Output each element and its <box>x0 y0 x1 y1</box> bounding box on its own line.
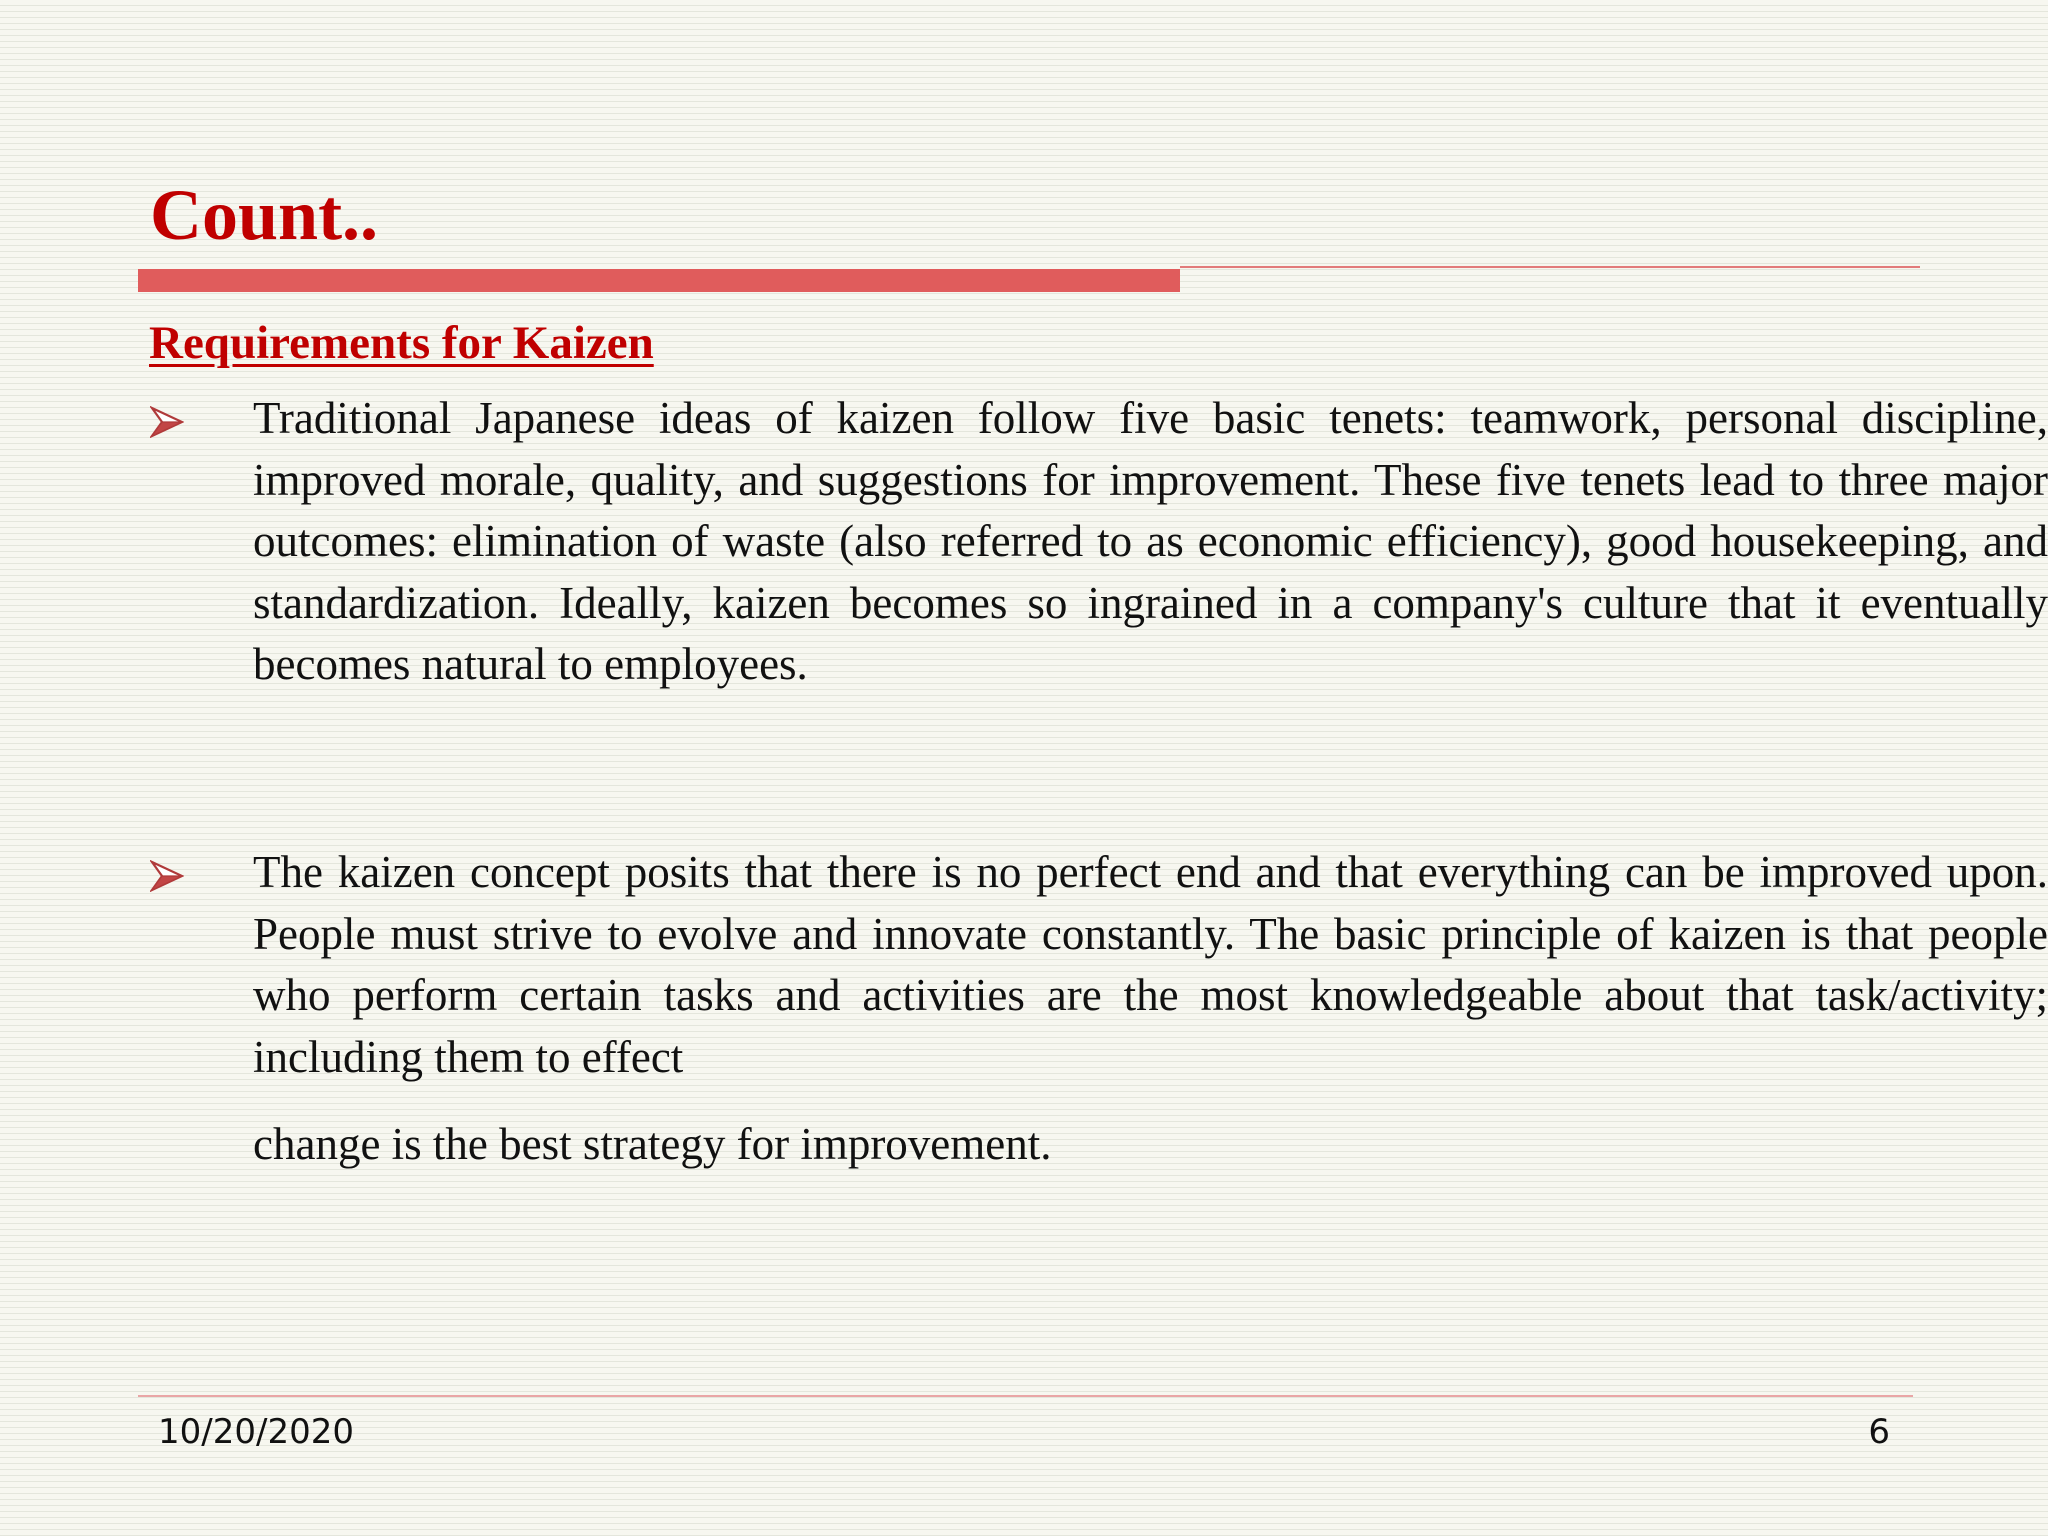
footer-divider-line <box>138 1395 1913 1397</box>
arrowhead-bullet-icon <box>150 860 184 892</box>
slide-title: Count.. <box>150 175 379 255</box>
title-accent-bar <box>138 269 1180 292</box>
bullet-text-2-main: The kaizen concept posits that there is no perfect end and that everything can be improved upon. People must strive to evolve and innovate constantly. The basic principle of kaizen is that people who perform certain tasks and activities are the most knowledgeable about that task/activity; including them to effect <box>253 847 2048 1082</box>
footer-date: 10/20/2020 <box>158 1412 354 1452</box>
bullet-text-1: Traditional Japanese ideas of kaizen follow five basic tenets: teamwork, personal discipline, improved morale, quality, and suggestions for improvement. These five tenets lead to three major outcomes: elimination of waste (also referred to as economic efficiency), good housekeeping, and standardization. Ideally, kaizen becomes so ingrained in a company's culture that it eventually becomes natural to employees. <box>253 393 2048 689</box>
arrowhead-bullet-icon <box>150 406 184 438</box>
bullet-text-2-last-line: change is the best strategy for improvement. <box>253 1119 1052 1169</box>
page-number: 6 <box>1868 1412 1890 1452</box>
bullet-text-2 <box>253 842 2048 1176</box>
title-divider-line <box>1180 266 1920 268</box>
section-subheading: Requirements for Kaizen <box>149 317 654 369</box>
